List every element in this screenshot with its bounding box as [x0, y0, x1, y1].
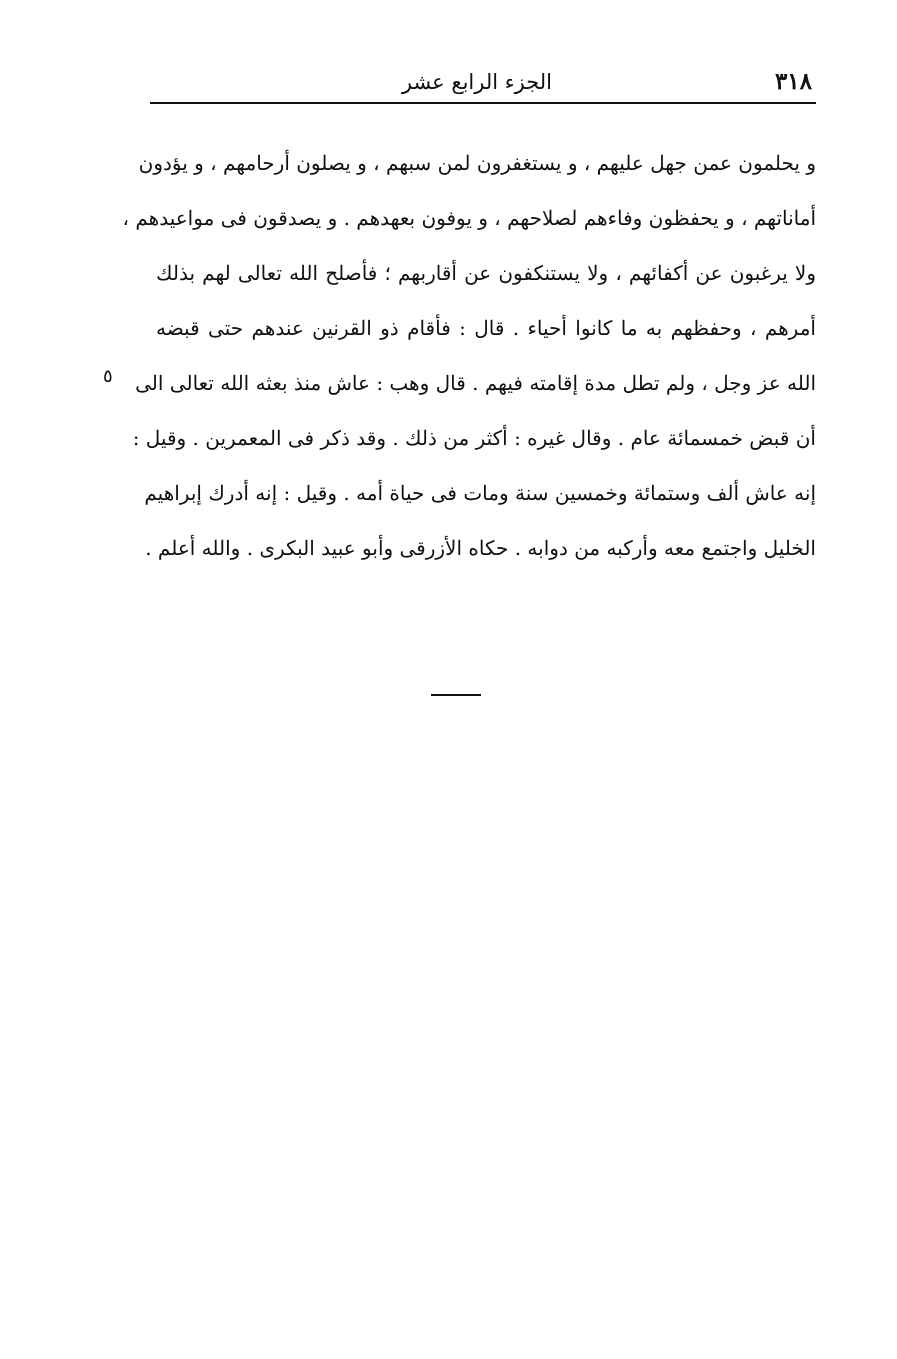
header-rule — [150, 102, 816, 104]
page-header — [150, 66, 816, 104]
text-line-2: أماناتهم ، و يحفظون وفاءهم لصلاحهم ، و يوفون بعهدهم . و يصدقون فى مواعيدهم ، — [122, 206, 816, 230]
text-line-6: أن قبض خمسمائة عام . وقال غيره : أكثر من ذلك . وقد ذكر فى المعمرين . وقيل : — [132, 426, 816, 450]
page-number: ٣١٨ — [774, 68, 812, 95]
text-line-8: الخليل واجتمع معه وأركبه من دوابه . حكاه الأزرقى وأبو عبيد البكرى . والله أعلم . — [145, 536, 816, 560]
text-line-4: أمرهم ، وحفظهم به ما كانوا أحياء . قال : فأقام ذو القرنين عندهم حتى قبضه — [156, 316, 816, 340]
body-text — [122, 136, 816, 576]
text-line-5: الله عز وجل ، ولم تطل مدة إقامته فيهم . قال وهب : عاش منذ بعثه الله تعالى الى — [135, 371, 816, 395]
text-line-3: ولا يرغبون عن أكفائهم ، ولا يستنكفون عن أقاربهم ؛ فأصلح الله تعالى لهم بذلك — [156, 261, 816, 285]
text-line-7: إنه عاش ألف وستمائة وخمسين سنة ومات فى حياة أمه . وقيل : إنه أدرك إبراهيم — [144, 481, 816, 505]
section-end-rule — [431, 694, 481, 696]
running-title: الجزء الرابع عشر — [401, 70, 552, 94]
line-number-marker: ٥ — [103, 366, 113, 387]
text-line-1: و يحلمون عمن جهل عليهم ، و يستغفرون لمن سبهم ، و يصلون أرحامهم ، و يؤدون — [138, 151, 816, 175]
